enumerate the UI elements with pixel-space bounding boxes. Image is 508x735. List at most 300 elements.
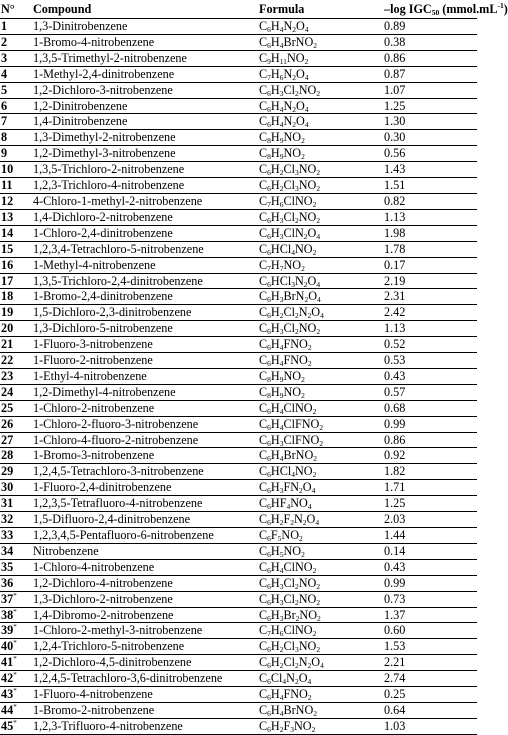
formula-element: C bbox=[259, 400, 268, 415]
formula-element: Cl bbox=[270, 671, 283, 686]
formula-subscript: 2 bbox=[299, 486, 303, 496]
formula-subscript: 2 bbox=[279, 645, 284, 655]
formula-subscript: 6 bbox=[267, 613, 271, 623]
compound-name: 1-Bromo-2-nitrobenzene bbox=[33, 702, 255, 718]
formula-subscript: 2 bbox=[304, 295, 309, 305]
formula-subscript: 2 bbox=[312, 199, 317, 209]
molecular-formula bbox=[255, 19, 382, 35]
formula-element: C bbox=[259, 639, 268, 654]
formula-subscript: 3 bbox=[294, 645, 299, 655]
formula-element: H bbox=[270, 353, 280, 368]
compound-name: 1,4-Dinitrobenzene bbox=[33, 114, 255, 130]
molecular-formula bbox=[255, 193, 382, 209]
formula-subscript: 3 bbox=[294, 184, 299, 194]
formula-subscript: 4 bbox=[307, 677, 312, 687]
table-row bbox=[0, 464, 477, 480]
log-igc50-value: 0.99 bbox=[382, 575, 477, 591]
row-number-value: 19 bbox=[1, 305, 14, 320]
row-number-value: 43 bbox=[1, 687, 14, 702]
table-row bbox=[0, 257, 477, 273]
formula-element: NO bbox=[298, 82, 317, 97]
molecular-formula bbox=[255, 82, 382, 98]
molecular-formula bbox=[255, 464, 382, 480]
row-number bbox=[0, 146, 33, 162]
compound-name: 1,3-Dinitrobenzene bbox=[33, 19, 255, 35]
formula-element: C bbox=[259, 98, 268, 113]
formula-element: Cl bbox=[283, 209, 295, 224]
log-igc50-value: 1.13 bbox=[382, 321, 477, 337]
row-number bbox=[0, 591, 33, 607]
formula-element: H bbox=[270, 432, 280, 447]
row-number-value: 10 bbox=[1, 162, 14, 177]
formula-subscript: 2 bbox=[301, 549, 305, 559]
formula-subscript: 6 bbox=[267, 470, 271, 480]
compound-name: 1-Ethyl-4-nitrobenzene bbox=[33, 368, 255, 384]
molecular-formula bbox=[255, 432, 382, 448]
molecular-formula bbox=[255, 337, 382, 353]
log-igc50-value: 0.43 bbox=[382, 368, 477, 384]
table-row bbox=[0, 98, 477, 114]
formula-element: C bbox=[259, 273, 268, 288]
formula-subscript: 4 bbox=[315, 518, 320, 528]
log-igc50-value: 1.78 bbox=[382, 241, 477, 257]
row-number-value: 6 bbox=[1, 98, 8, 113]
formula-element: H bbox=[270, 289, 280, 304]
formula-subscript: 2 bbox=[316, 184, 321, 194]
row-number bbox=[0, 305, 33, 321]
row-number bbox=[0, 209, 33, 225]
header-row bbox=[0, 0, 477, 19]
row-number-value: 3 bbox=[1, 50, 8, 65]
compound-name: 1,2-Dichloro-3-nitrobenzene bbox=[33, 82, 255, 98]
row-number-value: 15 bbox=[1, 241, 14, 256]
formula-element: C bbox=[259, 337, 268, 352]
formula-subscript: 6 bbox=[267, 534, 271, 543]
molecular-formula bbox=[255, 480, 382, 496]
formula-element: O bbox=[307, 225, 317, 240]
row-number bbox=[0, 273, 33, 289]
formula-subscript: 7 bbox=[267, 629, 271, 639]
formula-subscript: 3 bbox=[279, 88, 284, 98]
table-row bbox=[0, 416, 477, 432]
table-row bbox=[0, 384, 477, 400]
formula-subscript: 2 bbox=[294, 661, 299, 671]
formula-subscript: 6 bbox=[267, 693, 271, 703]
molecular-formula bbox=[255, 448, 382, 464]
formula-element: ClNO bbox=[283, 623, 313, 638]
compound-name: 1-Fluoro-2,4-dinitrobenzene bbox=[33, 480, 255, 496]
table-row bbox=[0, 496, 477, 512]
log-igc50-value: 1.71 bbox=[382, 480, 477, 496]
formula-subscript: 6 bbox=[267, 120, 271, 130]
formula-subscript: 2 bbox=[303, 231, 308, 241]
compound-name: 1,4-Dibromo-2-nitrobenzene bbox=[33, 607, 255, 623]
compound-name: 1-Chloro-2-nitrobenzene bbox=[33, 400, 255, 416]
formula-element: Br bbox=[283, 607, 296, 622]
formula-element: H bbox=[270, 19, 280, 33]
molecular-formula bbox=[255, 114, 382, 130]
molecular-formula bbox=[255, 273, 382, 289]
table-row bbox=[0, 82, 477, 98]
row-number bbox=[0, 66, 33, 82]
compound-name: 1-Methyl-4-nitrobenzene bbox=[33, 257, 255, 273]
formula-subscript: 5 bbox=[277, 534, 282, 543]
molecular-formula bbox=[255, 98, 382, 114]
row-number bbox=[0, 98, 33, 114]
row-number-value: 17 bbox=[1, 273, 14, 288]
formula-subscript: 2 bbox=[319, 438, 324, 448]
row-number-value: 31 bbox=[1, 496, 14, 511]
formula-subscript: 3 bbox=[279, 215, 284, 225]
molecular-formula bbox=[255, 718, 382, 734]
formula-subscript: 6 bbox=[267, 661, 271, 671]
molecular-formula bbox=[255, 400, 382, 416]
row-number-value: 34 bbox=[1, 543, 14, 558]
row-number bbox=[0, 368, 33, 384]
table-row bbox=[0, 400, 477, 416]
formula-subscript: 2 bbox=[279, 724, 284, 734]
formula-element: BrN bbox=[283, 289, 305, 304]
table-row bbox=[0, 162, 477, 178]
formula-element: NO bbox=[294, 464, 313, 479]
row-number-value: 12 bbox=[1, 193, 14, 208]
table-body bbox=[0, 19, 477, 735]
formula-subscript: 7 bbox=[267, 263, 271, 273]
formula-element: FNO bbox=[283, 687, 308, 702]
formula-element: ClFNO bbox=[283, 416, 320, 431]
formula-subscript: 6 bbox=[267, 311, 271, 321]
table-row bbox=[0, 702, 477, 718]
row-number bbox=[0, 289, 33, 305]
formula-element: C bbox=[259, 655, 268, 670]
formula-element: H bbox=[270, 114, 280, 129]
formula-element: H bbox=[270, 575, 280, 590]
formula-element: Cl bbox=[283, 655, 295, 670]
formula-element: Cl bbox=[283, 82, 295, 97]
formula-element: Cl bbox=[283, 639, 295, 654]
header-value bbox=[382, 0, 508, 19]
formula-element: H bbox=[270, 559, 280, 574]
formula-element: NO bbox=[298, 321, 317, 336]
molecular-formula bbox=[255, 496, 382, 512]
compound-name: 1,3,5-Trichloro-2,4-dinitrobenzene bbox=[33, 273, 255, 289]
formula-element: HCl bbox=[270, 241, 292, 256]
formula-subscript: 4 bbox=[291, 470, 295, 480]
formula-element: Cl bbox=[283, 305, 295, 320]
log-igc50-value: 1.25 bbox=[382, 98, 477, 114]
table-row bbox=[0, 623, 477, 639]
molecular-formula bbox=[255, 321, 382, 337]
formula-subscript: 4 bbox=[279, 25, 284, 34]
row-test-set-mark: * bbox=[13, 702, 17, 711]
molecular-formula bbox=[255, 130, 382, 146]
row-number bbox=[0, 114, 33, 130]
formula-subscript: 9 bbox=[279, 152, 284, 162]
molecular-formula bbox=[255, 50, 382, 66]
formula-element: F bbox=[270, 528, 278, 542]
formula-element: NO bbox=[286, 50, 305, 65]
formula-subscript: 8 bbox=[267, 152, 271, 162]
table-row bbox=[0, 655, 477, 671]
compound-name: 1,2,3-Trichloro-4-nitrobenzene bbox=[33, 178, 255, 194]
formula-subscript: 2 bbox=[313, 708, 317, 718]
compound-name: 1,2,3-Trifluoro-4-nitrobenzene bbox=[33, 718, 255, 734]
row-test-set-mark: * bbox=[13, 687, 17, 696]
formula-element: N bbox=[283, 19, 293, 33]
formula-element: O bbox=[298, 671, 308, 686]
log-igc50-value: 0.73 bbox=[382, 591, 477, 607]
row-number bbox=[0, 384, 33, 400]
formula-subscript: 3 bbox=[279, 438, 284, 448]
molecular-formula bbox=[255, 66, 382, 82]
table-row bbox=[0, 321, 477, 337]
formula-element: H bbox=[270, 98, 280, 113]
row-number-value: 4 bbox=[1, 66, 8, 81]
formula-subscript: 2 bbox=[316, 645, 321, 655]
row-number bbox=[0, 34, 33, 50]
formula-element: C bbox=[259, 130, 268, 145]
table-row bbox=[0, 528, 477, 544]
molecular-formula bbox=[255, 368, 382, 384]
molecular-formula bbox=[255, 639, 382, 655]
formula-subscript: 6 bbox=[267, 25, 271, 34]
row-number bbox=[0, 353, 33, 369]
formula-element: C bbox=[259, 193, 268, 208]
formula-element: H bbox=[270, 702, 280, 717]
formula-element: O bbox=[311, 655, 321, 670]
row-number-value: 25 bbox=[1, 400, 14, 415]
formula-element: C bbox=[259, 50, 268, 65]
formula-element: H bbox=[270, 448, 280, 463]
formula-subscript: 2 bbox=[312, 629, 317, 639]
formula-element: C bbox=[259, 448, 268, 463]
molecular-formula bbox=[255, 512, 382, 528]
table-row bbox=[0, 130, 477, 146]
formula-subscript: 2 bbox=[292, 25, 297, 34]
formula-subscript: 2 bbox=[312, 406, 317, 416]
formula-subscript: 2 bbox=[294, 327, 299, 337]
table-row bbox=[0, 368, 477, 384]
formula-subscript: 2 bbox=[294, 597, 299, 607]
formula-element: ClFNO bbox=[283, 432, 320, 447]
formula-element: Cl bbox=[283, 591, 295, 606]
row-number-value: 33 bbox=[1, 528, 14, 542]
formula-element: H bbox=[270, 639, 280, 654]
molecular-formula bbox=[255, 623, 382, 639]
molecular-formula bbox=[255, 178, 382, 194]
row-number bbox=[0, 82, 33, 98]
log-igc50-value: 2.19 bbox=[382, 273, 477, 289]
formula-element: NO bbox=[283, 368, 302, 383]
molecular-formula bbox=[255, 353, 382, 369]
row-number-value: 8 bbox=[1, 130, 8, 145]
molecular-formula bbox=[255, 162, 382, 178]
formula-element: N bbox=[283, 98, 293, 113]
formula-element: H bbox=[270, 162, 280, 177]
formula-element: C bbox=[259, 718, 268, 733]
log-igc50-value: 1.37 bbox=[382, 607, 477, 623]
row-number bbox=[0, 193, 33, 209]
table-row bbox=[0, 50, 477, 66]
formula-subscript: 4 bbox=[320, 311, 324, 321]
formula-element: Cl bbox=[283, 321, 295, 336]
formula-element: C bbox=[259, 432, 268, 447]
formula-element: O bbox=[296, 19, 305, 33]
log-igc50-value: 0.43 bbox=[382, 559, 477, 575]
formula-element: C bbox=[259, 209, 268, 224]
formula-subscript: 4 bbox=[279, 422, 284, 432]
log-igc50-value: 0.38 bbox=[382, 34, 477, 50]
formula-subscript: 3 bbox=[279, 597, 284, 607]
molecular-formula bbox=[255, 607, 382, 623]
formula-subscript: 2 bbox=[304, 56, 309, 66]
formula-element: C bbox=[259, 512, 268, 527]
row-number bbox=[0, 528, 33, 544]
table-row bbox=[0, 273, 477, 289]
compound-name: 1,2,3,4,5-Pentafluoro-6-nitrobenzene bbox=[33, 528, 255, 544]
formula-subscript: 3 bbox=[291, 279, 295, 289]
formula-element: BrNO bbox=[283, 34, 314, 49]
formula-element: ClNO bbox=[283, 559, 313, 574]
header-no: N° bbox=[0, 0, 33, 19]
formula-subscript: 6 bbox=[267, 502, 271, 512]
compound-name: 1,2-Dinitrobenzene bbox=[33, 98, 255, 114]
formula-subscript: 6 bbox=[267, 454, 271, 464]
log-igc50-value: 1.44 bbox=[382, 528, 477, 544]
table-row bbox=[0, 337, 477, 353]
formula-element: C bbox=[259, 34, 268, 49]
formula-element: O bbox=[308, 289, 318, 304]
formula-element: C bbox=[259, 559, 268, 574]
log-igc50-value: 1.53 bbox=[382, 639, 477, 655]
formula-element: H bbox=[270, 512, 280, 527]
formula-element: C bbox=[259, 178, 268, 193]
table-row bbox=[0, 512, 477, 528]
formula-subscript: 4 bbox=[316, 279, 321, 289]
formula-subscript: 2 bbox=[312, 470, 317, 480]
row-number-value: 28 bbox=[1, 448, 14, 463]
row-number-value: 44 bbox=[1, 702, 14, 717]
compound-name: 1-Fluoro-2-nitrobenzene bbox=[33, 353, 255, 369]
formula-element: C bbox=[259, 702, 268, 717]
row-number bbox=[0, 607, 33, 623]
formula-subscript: 2 bbox=[316, 581, 321, 591]
formula-element: H bbox=[270, 718, 280, 733]
row-number bbox=[0, 225, 33, 241]
row-number bbox=[0, 464, 33, 480]
formula-subscript: 9 bbox=[279, 390, 284, 400]
formula-subscript: 4 bbox=[279, 120, 284, 130]
header-value-sub: 50 bbox=[431, 8, 440, 17]
compound-name: 1,2-Dichloro-4,5-dinitrobenzene bbox=[33, 655, 255, 671]
log-igc50-value: 0.64 bbox=[382, 702, 477, 718]
molecular-formula bbox=[255, 702, 382, 718]
compound-name: 1,3-Dichloro-2-nitrobenzene bbox=[33, 591, 255, 607]
compound-name: 1,5-Difluoro-2,4-dinitrobenzene bbox=[33, 512, 255, 528]
row-number bbox=[0, 687, 33, 703]
formula-element: NO bbox=[283, 130, 302, 145]
compound-name: 1,2-Dichloro-4-nitrobenzene bbox=[33, 575, 255, 591]
formula-subscript: 4 bbox=[279, 343, 284, 353]
formula-subscript: 2 bbox=[279, 311, 284, 321]
molecular-formula bbox=[255, 146, 382, 162]
formula-element: Cl bbox=[283, 178, 295, 193]
formula-subscript: 6 bbox=[267, 359, 271, 369]
row-number-value: 5 bbox=[1, 82, 8, 97]
formula-subscript: 6 bbox=[267, 438, 271, 448]
formula-subscript: 3 bbox=[279, 613, 284, 623]
formula-element: ClN bbox=[283, 225, 304, 240]
row-test-set-mark: * bbox=[13, 623, 17, 632]
formula-subscript: 2 bbox=[313, 454, 317, 464]
formula-subscript: 2 bbox=[307, 311, 312, 321]
formula-subscript: 6 bbox=[267, 486, 271, 496]
table-row bbox=[0, 353, 477, 369]
formula-subscript: 6 bbox=[267, 184, 271, 194]
formula-element: NO bbox=[298, 178, 317, 193]
formula-element: H bbox=[270, 193, 280, 208]
formula-element: F bbox=[283, 718, 291, 733]
formula-element: HCl bbox=[270, 273, 292, 288]
formula-subscript: 2 bbox=[312, 565, 317, 575]
formula-element: NO bbox=[298, 162, 317, 177]
formula-element: H bbox=[270, 400, 280, 415]
formula-subscript: 6 bbox=[267, 565, 271, 575]
table-row bbox=[0, 241, 477, 257]
formula-element: H bbox=[270, 34, 280, 49]
table-row bbox=[0, 575, 477, 591]
row-number bbox=[0, 19, 33, 35]
log-igc50-value: 0.14 bbox=[382, 543, 477, 559]
log-igc50-value: 2.74 bbox=[382, 671, 477, 687]
formula-subscript: 2 bbox=[316, 597, 321, 607]
formula-element: HCl bbox=[270, 464, 292, 479]
formula-element: C bbox=[259, 162, 268, 177]
formula-subscript: 4 bbox=[279, 565, 284, 575]
header-value-mid: (mmol.mL bbox=[439, 2, 498, 16]
table-row bbox=[0, 19, 477, 35]
formula-element: C bbox=[259, 416, 268, 431]
formula-subscript: 2 bbox=[313, 40, 317, 50]
header-value-sup: -1 bbox=[497, 1, 504, 10]
compound-name: 1-Bromo-2,4-dinitrobenzene bbox=[33, 289, 255, 305]
row-number-value: 27 bbox=[1, 432, 14, 447]
formula-subscript: 6 bbox=[267, 279, 271, 289]
row-number-value: 36 bbox=[1, 575, 14, 590]
molecular-formula bbox=[255, 543, 382, 559]
formula-subscript: 4 bbox=[282, 677, 287, 687]
formula-subscript: 2 bbox=[292, 120, 297, 130]
log-igc50-value: 0.25 bbox=[382, 687, 477, 703]
compound-name: 1-Bromo-4-nitrobenzene bbox=[33, 34, 255, 50]
compound-name: 1,3,5-Trichloro-2-nitrobenzene bbox=[33, 162, 255, 178]
row-number bbox=[0, 162, 33, 178]
formula-subscript: 2 bbox=[294, 311, 299, 321]
compound-name: 1-Fluoro-4-nitrobenzene bbox=[33, 687, 255, 703]
header-formula: Formula bbox=[255, 0, 382, 19]
formula-element: H bbox=[270, 687, 280, 702]
formula-subscript: 4 bbox=[317, 295, 321, 305]
log-igc50-value: 1.82 bbox=[382, 464, 477, 480]
formula-element: NO bbox=[283, 146, 302, 161]
formula-element: ClNO bbox=[283, 400, 313, 415]
row-number-value: 1 bbox=[1, 19, 8, 33]
log-igc50-value: 0.53 bbox=[382, 353, 477, 369]
row-number-value: 42 bbox=[1, 671, 14, 686]
log-igc50-value: 0.30 bbox=[382, 130, 477, 146]
formula-element: C bbox=[259, 146, 268, 161]
row-number-value: 9 bbox=[1, 146, 8, 161]
